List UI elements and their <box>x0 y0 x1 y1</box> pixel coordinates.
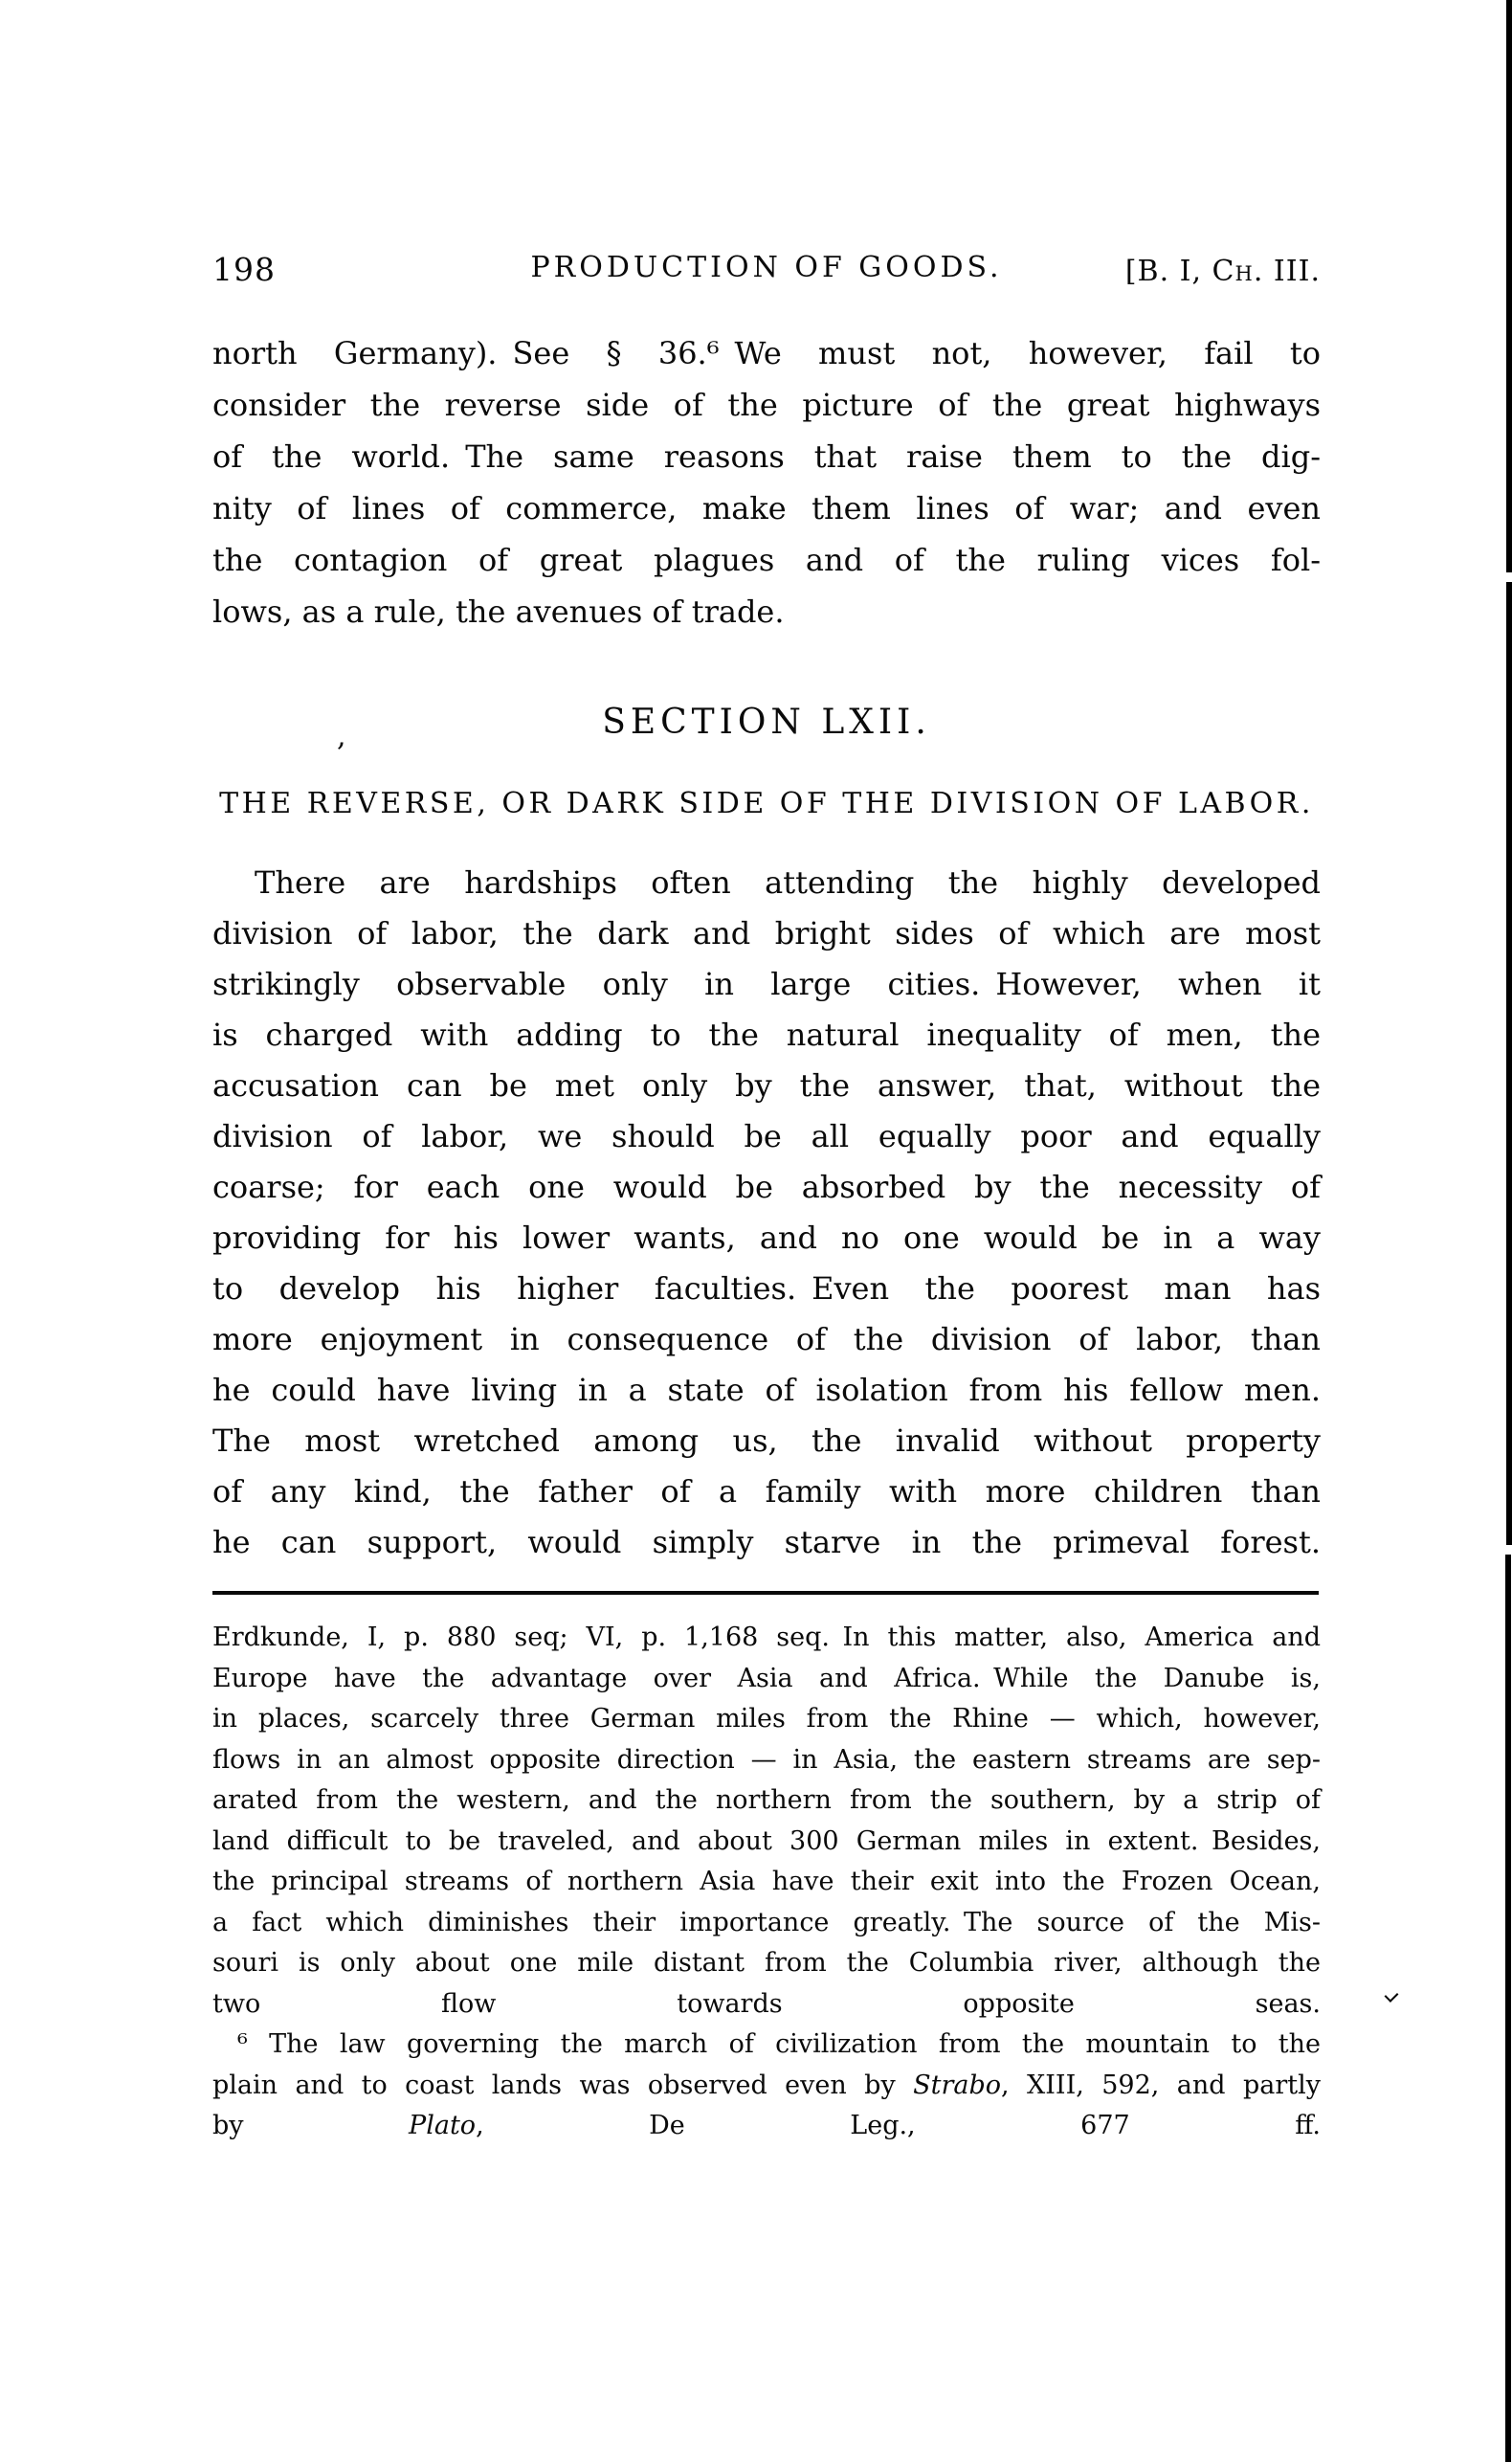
text-line: lows, as a rule, the avenues of trade. <box>212 593 785 630</box>
text-line: division of labor, the dark and bright sides of which are most <box>212 915 1321 951</box>
footnote-line <box>212 2106 1321 2147</box>
footnote-line: a fact which diminishes their importance greatly. The source of the Mis- <box>212 1907 1321 1937</box>
text-line: the contagion of great plagues and of the ruling vices fol- <box>212 542 1321 578</box>
stray-ink-mark: , <box>337 720 346 753</box>
text-line: strikingly observable only in large cities. However, when it <box>212 966 1321 1002</box>
text-line: of the world. The same reasons that raise them to the dig- <box>212 438 1321 475</box>
footnote-line: ⁶ The law governing the march of civilization from the mountain to the <box>237 2029 1321 2059</box>
text-line: providing for his lower wants, and no one would be in a way <box>212 1220 1321 1256</box>
footnote-line: flows in an almost opposite direction — in Asia, the eastern streams are sep- <box>212 1744 1321 1775</box>
footnote-text: by <box>212 2111 410 2140</box>
text-line: more enjoyment in consequence of the division of labor, than <box>212 1321 1321 1357</box>
footnote-line: the principal streams of northern Asia have their exit into the Frozen Ocean, <box>212 1867 1321 1896</box>
text-line: he could have living in a state of isolation from his fellow men. <box>212 1372 1321 1408</box>
footnote-separator <box>212 1591 1319 1595</box>
main-paragraph <box>212 858 1321 1568</box>
text-line: he can support, would simply starve in the primeval forest. <box>212 1524 1321 1560</box>
footnote-italic-author: Strabo <box>913 2070 1002 2100</box>
margin-tick-artifact <box>1385 1988 1399 2003</box>
footnote-line: Europe have the advantage over Asia and Africa. While the Danube is, <box>212 1663 1321 1693</box>
scan-edge-line <box>1506 0 1512 572</box>
text-line: consider the reverse side of the picture of the great highways <box>212 387 1321 423</box>
text-line: to develop his higher faculties. Even the poorest man has <box>212 1270 1321 1307</box>
text-line: nity of lines of commerce, make them lines of war; and even <box>212 490 1321 526</box>
footnote-line: Erdkunde, I, p. 880 seq; VI, p. 1,168 seq. In this matter, also, America and <box>212 1623 1321 1652</box>
footnote-line: two flow towards opposite seas. <box>212 1988 1321 2019</box>
footnote-line: land difficult to be traveled, and about 300 German miles in extent. Besides, <box>212 1825 1321 1856</box>
footnote-line <box>212 2066 1321 2107</box>
page-number: 198 <box>212 251 276 288</box>
intro-paragraph <box>212 327 1321 638</box>
page-header <box>212 251 1321 289</box>
section-subheading: THE REVERSE, OR DARK SIDE OF THE DIVISION OF LABOR. <box>219 787 1314 820</box>
footnote-line: souri is only about one mile distant from the Columbia river, although the <box>212 1948 1321 1978</box>
footnote-text: , De Leg., 677 ff. <box>476 2111 1321 2140</box>
text-line: division of labor, we should be all equally poor and equally <box>212 1118 1321 1154</box>
text-line: accusation can be met only by the answer, that, without the <box>212 1067 1321 1104</box>
text-line: There are hardships often attending the highly developed <box>255 864 1321 901</box>
footnote-line: in places, scarcely three German miles from the Rhine — which, however, <box>212 1704 1321 1734</box>
text-line: of any kind, the father of a family with more children than <box>212 1473 1321 1510</box>
footnote-italic-author: Plato <box>409 2111 477 2140</box>
footnote-text: , XIII, 592, and partly <box>1001 2070 1321 2100</box>
scan-edge-line <box>1506 582 1512 1545</box>
scan-edge-line <box>1505 1555 1511 2462</box>
footnote <box>212 1618 1321 2147</box>
text-line: coarse; for each one would be absorbed by the necessity of <box>212 1169 1321 1205</box>
text-line: The most wretched among us, the invalid without property <box>212 1422 1321 1459</box>
footnote-text: plain and to coast lands was observed even by <box>212 2070 914 2100</box>
section-heading: SECTION LXII. <box>602 703 931 742</box>
footnote-line: arated from the western, and the northern from the southern, by a strip of <box>212 1785 1321 1815</box>
text-line: north Germany). See § 36.⁶ We must not, however, fail to <box>212 335 1321 371</box>
running-title: PRODUCTION OF GOODS. <box>530 251 1003 284</box>
text-line: is charged with adding to the natural inequality of men, the <box>212 1017 1321 1053</box>
chapter-reference: [B. I, Ch. III. <box>1124 255 1321 288</box>
